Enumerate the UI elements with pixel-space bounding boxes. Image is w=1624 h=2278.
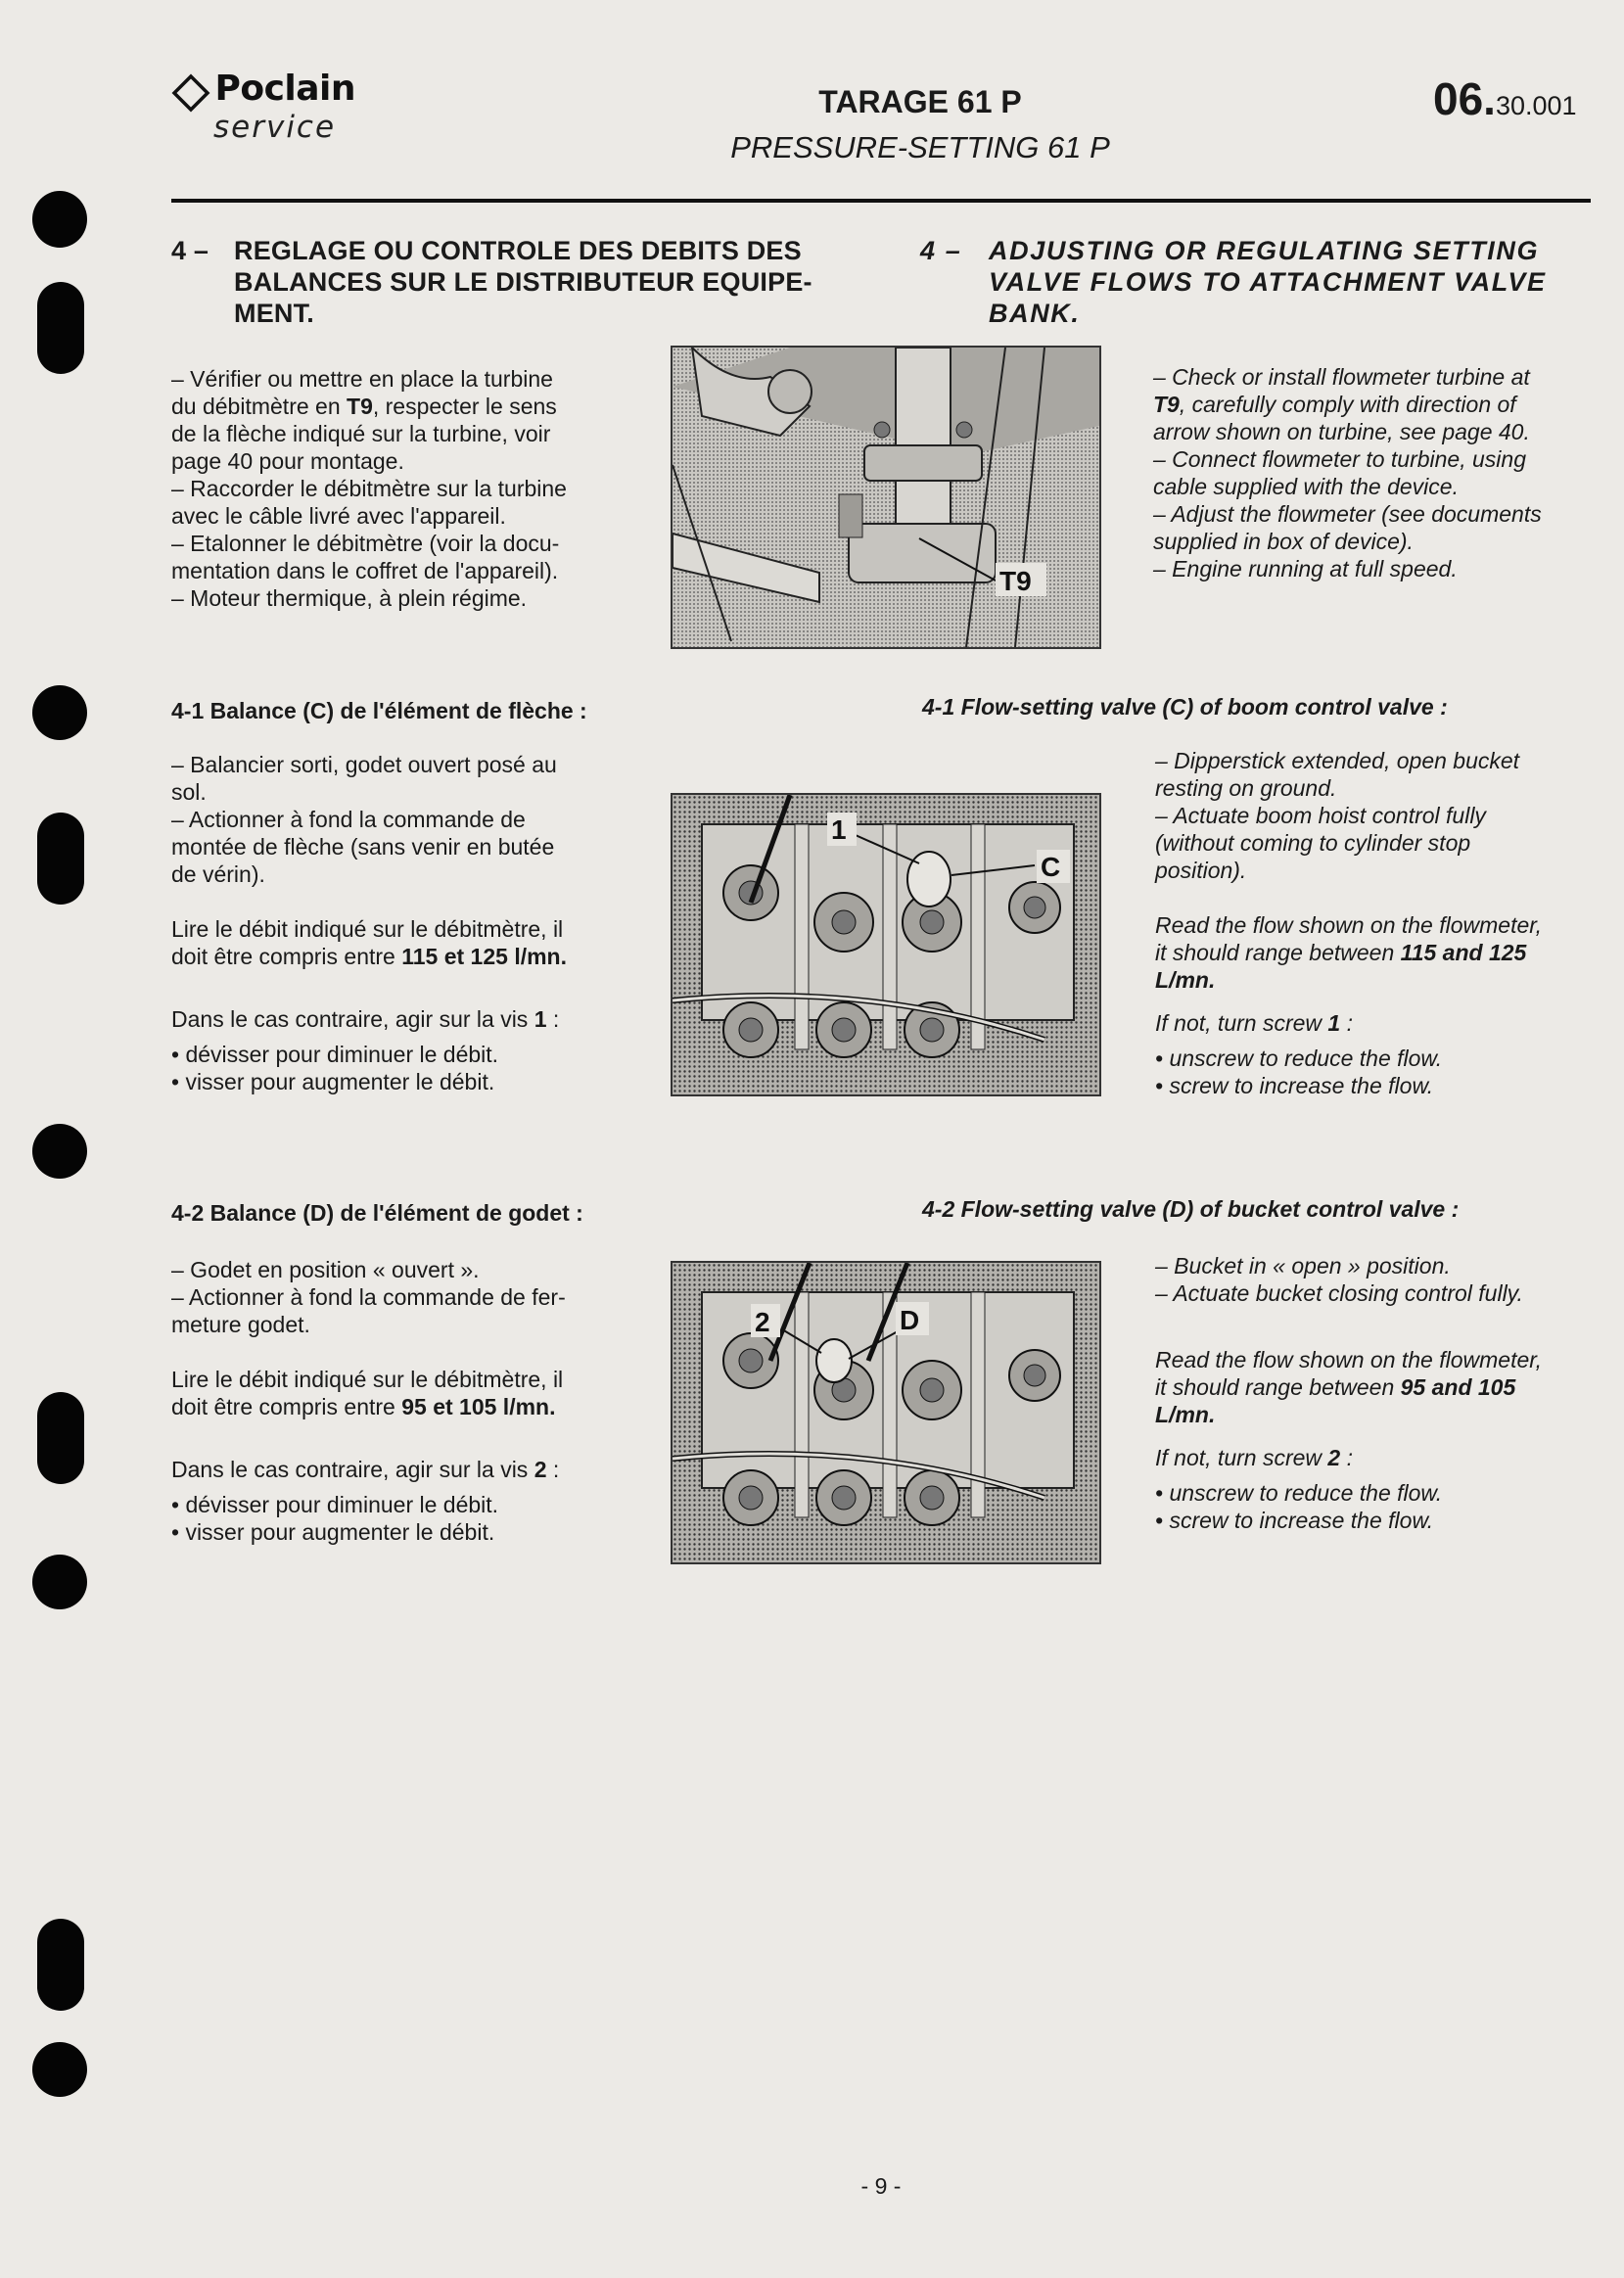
text-line: sol. (171, 779, 207, 805)
photo-label-valve-c: C (1041, 852, 1061, 882)
text-line: Read the flow shown on the flowmeter, (1155, 1347, 1543, 1372)
text-line: (without coming to cylinder stop (1155, 830, 1471, 856)
text-line: Dans le cas contraire, agir sur la vis 2 : (171, 1457, 560, 1482)
section4-number-en: 4 – (920, 236, 962, 265)
text-line: – Actionner à fond la commande de (171, 807, 526, 832)
text-line: – Adjust the flowmeter (see documents (1153, 501, 1542, 527)
photo-boom-valve (671, 793, 1101, 1096)
text-line: – Check or install flowmeter turbine at (1153, 364, 1530, 390)
section4-text-en (1153, 363, 1594, 582)
text-line: – Dipperstick extended, open bucket (1155, 748, 1520, 773)
text-line: montée de flèche (sans venir en butée (171, 834, 555, 860)
doc-reference-minor: 30.001 (1495, 91, 1577, 120)
diamond-logo-icon (171, 73, 210, 117)
page-number: - 9 - (860, 2173, 902, 2199)
binder-hole (32, 1555, 87, 1609)
photo-flowmeter-turbine (671, 346, 1101, 649)
text-line: If not, turn screw 2 : (1155, 1445, 1353, 1470)
text-line: Lire le débit indiqué sur le débitmètre, il (171, 1367, 564, 1392)
section41-text-fr (171, 751, 622, 1095)
text-line: avec le câble livré avec l'appareil. (171, 503, 506, 529)
text-line: du débitmètre en T9, respecter le sens (171, 394, 557, 419)
section42-text-fr (171, 1256, 622, 1546)
photo-label-valve-d: D (900, 1305, 920, 1335)
text-line: – Engine running at full speed. (1153, 556, 1458, 581)
text-line: meture godet. (171, 1312, 310, 1337)
section4-heading-fr-line: BALANCES SUR LE DISTRIBUTEUR EQUIPE- (234, 267, 812, 297)
text-line: mentation dans le coffret de l'appareil). (171, 558, 559, 583)
text-line: – Raccorder le débitmètre sur la turbine (171, 476, 567, 501)
text-line: • screw to increase the flow. (1155, 1073, 1434, 1098)
text-line: – Actuate boom hoist control fully (1155, 803, 1486, 828)
section4-heading-fr (171, 235, 857, 329)
text-line: page 40 pour montage. (171, 448, 404, 474)
section4-number-fr: 4 – (171, 236, 209, 265)
section4-heading-en (920, 235, 1596, 329)
text-line: – Etalonner le débitmètre (voir la docu- (171, 531, 560, 556)
text-line: • visser pour augmenter le débit. (171, 1069, 495, 1094)
text-line: it should range between 115 and 125 (1155, 940, 1527, 965)
binder-hole (37, 1919, 84, 2011)
text-line: – Actuate bucket closing control fully. (1155, 1280, 1523, 1306)
text-line: cable supplied with the device. (1153, 474, 1459, 499)
binder-hole (32, 191, 87, 248)
text-line: – Connect flowmeter to turbine, using (1153, 446, 1526, 472)
text-line: de la flèche indiqué sur la turbine, voir (171, 421, 551, 446)
text-line: Dans le cas contraire, agir sur la vis 1 : (171, 1006, 560, 1032)
section4-heading-fr-line: MENT. (234, 299, 314, 328)
text-line: L/mn. (1155, 967, 1216, 993)
photo-bucket-valve (671, 1261, 1101, 1564)
text-line: – Godet en position « ouvert ». (171, 1257, 480, 1282)
doc-reference-major: 06. (1433, 73, 1496, 124)
text-line: doit être compris entre 115 et 125 l/mn. (171, 944, 567, 969)
photo-label-screw-2: 2 (755, 1307, 770, 1337)
text-line: – Bucket in « open » position. (1155, 1253, 1451, 1278)
text-line: • unscrew to reduce the flow. (1155, 1046, 1443, 1071)
text-line: supplied in box of device). (1153, 529, 1414, 554)
text-line: – Balancier sorti, godet ouvert posé au (171, 752, 557, 777)
photo-label-screw-1: 1 (831, 814, 847, 845)
brand-service: service (213, 110, 337, 145)
binder-hole (32, 685, 87, 740)
section4-heading-en-line: VALVE FLOWS TO ATTACHMENT VALVE (989, 267, 1547, 297)
binder-hole (32, 2042, 87, 2097)
text-line: If not, turn screw 1 : (1155, 1010, 1353, 1036)
binder-hole (37, 1392, 84, 1484)
text-line: – Actionner à fond la commande de fer- (171, 1284, 566, 1310)
binder-hole (37, 813, 84, 905)
section42-title-fr: 4-2 Balance (D) de l'élément de godet : (171, 1200, 583, 1226)
section4-text-fr (171, 365, 622, 612)
text-line: resting on ground. (1155, 775, 1337, 801)
text-line: • dévisser pour diminuer le débit. (171, 1492, 499, 1517)
text-line: position). (1155, 858, 1247, 883)
text-line: doit être compris entre 95 et 105 l/mn. (171, 1394, 556, 1419)
text-line: – Moteur thermique, à plein régime. (171, 585, 528, 611)
doc-reference (1433, 72, 1577, 125)
section41-title-en: 4-1 Flow-setting valve (C) of boom control valve : (922, 694, 1448, 720)
section41-title-fr: 4-1 Balance (C) de l'élément de flèche : (171, 698, 587, 723)
page-subtitle: PRESSURE-SETTING 61 P (730, 130, 1110, 164)
text-line: arrow shown on turbine, see page 40. (1153, 419, 1530, 444)
text-line: it should range between 95 and 105 (1155, 1374, 1516, 1400)
text-line: • dévisser pour diminuer le débit. (171, 1042, 499, 1067)
section4-heading-en-line: ADJUSTING OR REGULATING SETTING (989, 236, 1540, 265)
text-line: L/mn. (1155, 1402, 1216, 1427)
page-title: TARAGE 61 P (818, 84, 1022, 119)
section41-text-en (1155, 747, 1596, 1099)
header-rule (171, 199, 1591, 203)
section4-heading-en-line: BANK. (989, 299, 1081, 328)
text-line: – Vérifier ou mettre en place la turbine (171, 366, 553, 392)
text-line: T9, carefully comply with direction of (1153, 392, 1516, 417)
photo-label-t9: T9 (999, 566, 1032, 596)
text-line: • unscrew to reduce the flow. (1155, 1480, 1443, 1506)
section4-heading-fr-line: REGLAGE OU CONTROLE DES DEBITS DES (234, 236, 802, 265)
text-line: Read the flow shown on the flowmeter, (1155, 912, 1543, 938)
section42-text-en (1155, 1252, 1596, 1534)
binder-hole (37, 282, 84, 374)
text-line: de vérin). (171, 861, 265, 887)
section42-title-en: 4-2 Flow-setting valve (D) of bucket control valve : (922, 1196, 1460, 1222)
binder-hole (32, 1124, 87, 1179)
text-line: • screw to increase the flow. (1155, 1508, 1434, 1533)
text-line: Lire le débit indiqué sur le débitmètre, il (171, 916, 564, 942)
brand-name: Poclain (214, 69, 356, 109)
text-line: • visser pour augmenter le débit. (171, 1519, 495, 1545)
